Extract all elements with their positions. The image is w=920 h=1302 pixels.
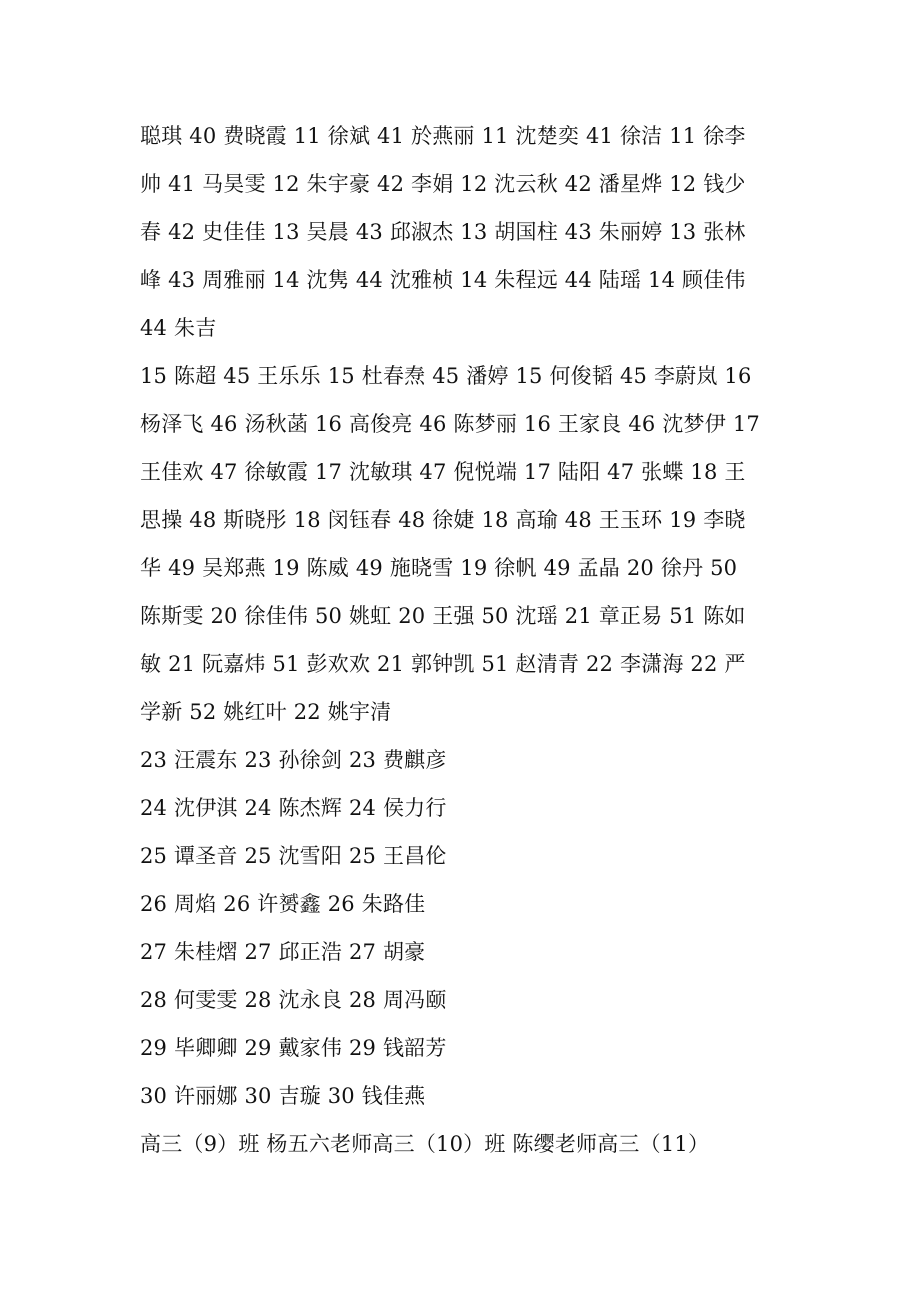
student-list-paragraph-1 bbox=[140, 112, 800, 352]
student-row: 23 汪震东 23 孙徐剑 23 费麒彦 bbox=[140, 748, 447, 772]
text-line: 敏 21 阮嘉炜 51 彭欢欢 21 郭钟凯 51 赵清青 22 李潇海 22 严 bbox=[140, 652, 746, 676]
text-line: 帅 41 马昊雯 12 朱宇豪 42 李娟 12 沈云秋 42 潘星烨 12 钱少 bbox=[140, 172, 746, 196]
text-line: 15 陈超 45 王乐乐 15 杜春焘 45 潘婷 15 何俊韬 45 李蔚岚 16 bbox=[140, 364, 752, 388]
text-line: 华 49 吴郑燕 19 陈威 49 施晓雪 19 徐帆 49 孟晶 20 徐丹 50 bbox=[140, 556, 738, 580]
text-line: 峰 43 周雅丽 14 沈隽 44 沈雅桢 14 朱程远 44 陆瑶 14 顾佳伟 bbox=[140, 268, 746, 292]
student-row: 26 周焰 26 许赟鑫 26 朱路佳 bbox=[140, 892, 426, 916]
text-line: 44 朱吉 bbox=[140, 316, 217, 340]
student-row: 25 谭圣音 25 沈雪阳 25 王昌伦 bbox=[140, 844, 447, 868]
student-list-paragraph-2 bbox=[140, 352, 800, 736]
text-line: 学新 52 姚红叶 22 姚宇清 bbox=[140, 700, 392, 724]
text-line: 王佳欢 47 徐敏霞 17 沈敏琪 47 倪悦端 17 陆阳 47 张蝶 18 王 bbox=[140, 460, 746, 484]
class-heading-text: 高三（9）班 杨五六老师高三（10）班 陈缨老师高三（11） bbox=[140, 1132, 710, 1156]
text-line: 春 42 史佳佳 13 吴晨 43 邱淑杰 13 胡国柱 43 朱丽婷 13 张林 bbox=[140, 220, 746, 244]
student-row: 30 许丽娜 30 吉璇 30 钱佳燕 bbox=[140, 1084, 426, 1108]
text-line: 杨泽飞 46 汤秋菡 16 高俊亮 46 陈梦丽 16 王家良 46 沈梦伊 17 bbox=[140, 412, 760, 436]
text-line: 陈斯雯 20 徐佳伟 50 姚虹 20 王强 50 沈瑶 21 章正易 51 陈如 bbox=[140, 604, 746, 628]
class-heading-line bbox=[140, 1120, 800, 1168]
text-line: 思操 48 斯晓彤 18 闵钰春 48 徐婕 18 高瑜 48 王玉环 19 李晓 bbox=[140, 508, 746, 532]
document-content bbox=[140, 112, 800, 1168]
student-row: 24 沈伊淇 24 陈杰辉 24 侯力行 bbox=[140, 796, 447, 820]
student-row: 27 朱桂熠 27 邱正浩 27 胡豪 bbox=[140, 940, 426, 964]
text-line: 聪琪 40 费晓霞 11 徐斌 41 於燕丽 11 沈楚奕 41 徐洁 11 徐李 bbox=[140, 124, 746, 148]
student-row: 29 毕卿卿 29 戴家伟 29 钱韶芳 bbox=[140, 1036, 447, 1060]
student-row: 28 何雯雯 28 沈永良 28 周冯颐 bbox=[140, 988, 447, 1012]
